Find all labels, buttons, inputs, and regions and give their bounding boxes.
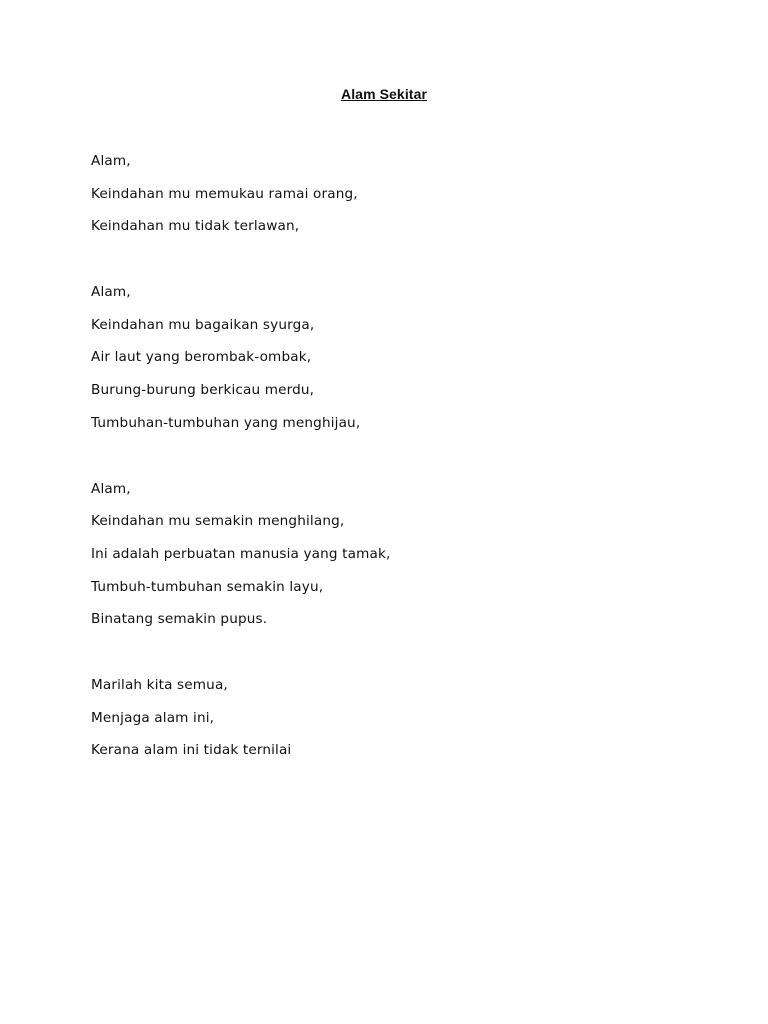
- poem-line: Keindahan mu semakin menghilang,: [91, 513, 345, 530]
- poem-line: Tumbuhan-tumbuhan yang menghijau,: [91, 414, 361, 431]
- poem-body: [91, 151, 711, 806]
- stanza-3: [91, 479, 711, 642]
- poem-line: Keindahan mu memukau ramai orang,: [91, 185, 358, 202]
- poem-line: Kerana alam ini tidak ternilai: [91, 742, 292, 759]
- poem-line: Air laut yang berombak-ombak,: [91, 349, 312, 366]
- stanza-2: [91, 282, 711, 445]
- poem-line: Marilah kita semua,: [91, 676, 228, 693]
- poem-line: Burung-burung berkicau merdu,: [91, 382, 315, 399]
- poem-line: Alam,: [91, 153, 131, 169]
- poem-line: Alam,: [91, 480, 131, 497]
- poem-line: Menjaga alam ini,: [91, 709, 215, 726]
- poem-line: Alam,: [91, 284, 131, 301]
- poem-line: Binatang semakin pupus.: [91, 611, 268, 628]
- poem-line: Ini adalah perbuatan manusia yang tamak,: [91, 545, 391, 562]
- poem-line: Tumbuh-tumbuhan semakin layu,: [91, 578, 324, 595]
- stanza-1: [91, 151, 711, 249]
- poem-line: Keindahan mu bagaikan syurga,: [91, 316, 315, 333]
- poem-title: Alam Sekitar: [340, 86, 428, 102]
- stanza-4: [91, 675, 711, 773]
- poem-line: Keindahan mu tidak terlawan,: [91, 218, 300, 235]
